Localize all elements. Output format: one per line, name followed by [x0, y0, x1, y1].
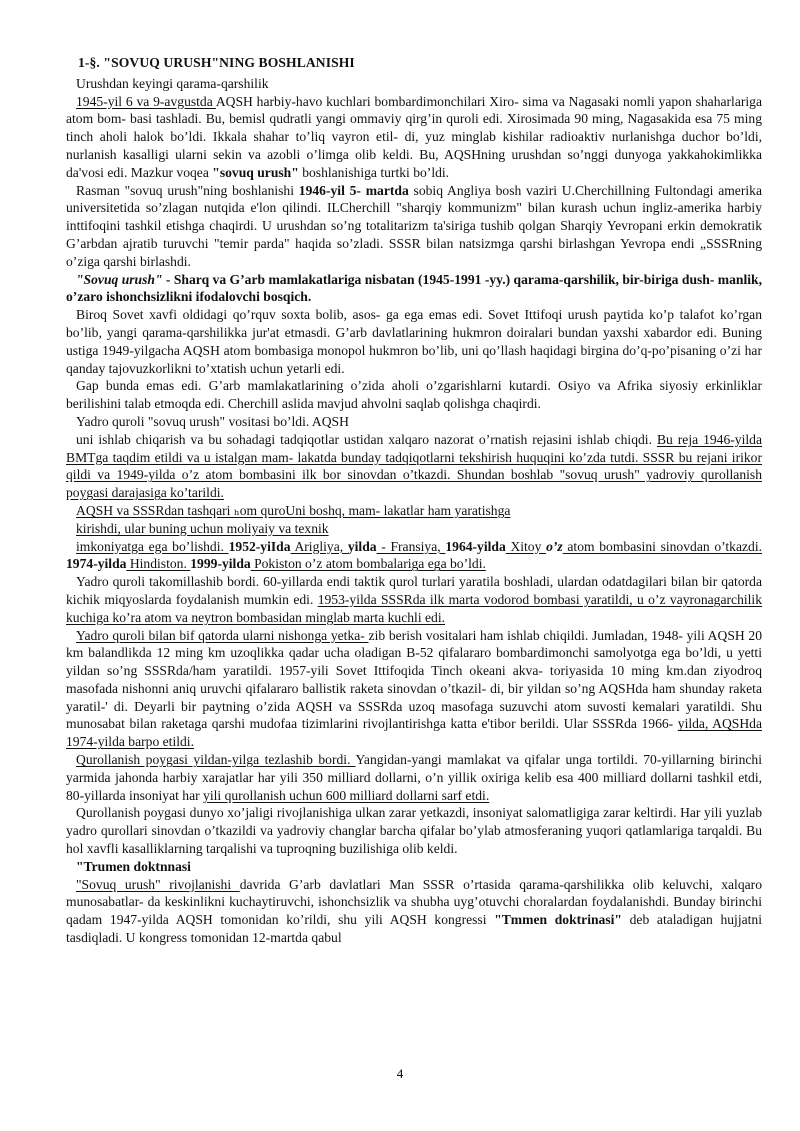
paragraph-2: Rasman "sovuq urush"ning boshlanishi 1946-yil 5- martda sobiq Angliya bosh vaziri U.Cherchillning Fultondagi amerika universitetida so’zlagan nutqida e'lon qilindi. ILCherchill "sharqiy kommunizm" bilan kurash uchun ingliz-amerika harbiy inttifoqini tashkil etishga chaqirdi. U urushdan so’ng totalitarizm ta'siriga tushib qolgan Sharqiy Yevropani erkin demokratik G’arbdan ajratib turuvchi "temir parda" haqida so’zladi. SSSR bilan natsizmga qarshi birlashgan Yevropa endi „SSSRning o’ziga qarshi birlashdi. — [66, 182, 762, 269]
paragraph-6: Yadro quroli "sovuq urush" vositasi bo’ldi. AQSH — [76, 413, 349, 429]
paragraph-16: "Sovuq urush" rivojlanishi davrida G’arb davlatlari Man SSSR o’rtasida qarama-qarshilikka olib keluvchi, xalqaro munosabatlar- da keskinlikni kuchaytiruvchi, ishonchsizlik va shubha uyg’otuvchi choralardan foydalanishdi. Bunday birinchi qadam 1947-yilda AQSH tomonidan ko’rildi, shu yili AQSH kongressi "Tmmen doktrinasi" deb ataladigan hujjatni tasdiqladi. U kongress tomonidan 12-martda qabul — [66, 876, 762, 946]
page-number: 4 — [396, 1066, 404, 1081]
subheading-truman-doctrine: "Trumen doktnnasi — [76, 858, 191, 874]
paragraph-13: Qurollanish poygasi yildan-yilga tezlashib bordi. Yangidan-yangi mamlakat va qifalar unga tortildi. 70-yillarning birinchi yarmida jahonda harbiy xarajatlar har yili 350 milliard dollarni, o’n yillik oxiriga kelib esa 400 milliard dollarni tashkil etdi, 80-yillarda insoniyat har yili qurollanish uchun 600 milliard dollarni sarf etdi. — [66, 752, 762, 803]
paragraph-10: imkoniyatga ega bo’lishdi. 1952-yiIda Arigliya, yilda - Fransiya, 1964-yilda Xitoy o’z atom bombasini sinovdan o’tkazdi. 1974-yilda Hindiston. 1999-yilda Pokiston o’z atom bombalariga ega bo’ldi. — [66, 538, 763, 572]
paragraph-12: Yadro quroli bilan bif qatorda ularni nishonga yetka- zib berish vositalari ham ishlab chiqildi. Jumladan, 1948- yili AQSH 20 km balandlikda 12 ming km uzoqlikka qadar ucha oladigan B-52 qifalararo bombardimonchi samolyotga ega bo’ldi, u yetti yildan so’ng SSSRda/ham yaratildi. 1957-yili Sovet Ittifoqida Tinch okeani akva- toriyasida 10 ming km.dan ziyodroq masofada nishonni aniq uruvchi qifalararo ballistik raketa sinovdan o’tkazil- di, bir yildan so’ng AQSHda ham shunday raketa yaratil-' di. Deyarli bir paytning o’zida AQSH va SSSRda uzoq masofaga suzuvchi atom suvosti kemalari yaratildi. Shu munosabat bilan raketaga qarshi mudofaa tizimlarini rivojlantirishga katta e'tibor berildi. Ular SSSRda 1966- yilda, AQSHda 1974-yilda barpo etildi. — [66, 627, 762, 750]
subtitle: Urushdan keyingi qarama-qarshilik — [76, 75, 269, 91]
section-title: 1-§. "SOVUQ URUSH"NING BOSHLANISHI — [78, 55, 355, 70]
paragraph-1: 1945-yil 6 va 9-avgustda AQSH harbiy-havo kuchlari bombardimonchilari Xiro- sima va Nagasaki nomli yapon shaharlariga atom bom- basi tashladi. Bu, bemisl qudratli yangi ommaviy qirg’in quroli edi. Xirosimada 90 ming, Nagasakida esa 75 ming tinch aholi halok bo’ldi. Ikkala shahar to’liq vayron etil- di, yuz minglab kishilar radioaktiv nurlanishga duchor bo’ldi, nurlanish kasalligi ularni sekin va azobli o’limga olib keldi. Bu, AQSHning urushdan so’nggi dunyoga yakkahokimlikka da'vosi edi. Mazkur voqea "sovuq urush" boshlanishiga turtki bo’ldi. — [66, 93, 763, 180]
paragraph-3-definition: "Sovuq urush" - Sharq va G’arb mamlakatlariga nisbatan (1945-1991 -yy.) qarama-qarshilik, bir-biriga dush- manlik, o’zaro ishonchsizlikni ifodalovchi bosqich. — [66, 271, 762, 305]
paragraph-11: Yadro quroli takomillashib bordi. 60-yillarda endi taktik qurol turlari yaratila boshladi, ulardan odatdagilari bilan bir qatorda kichik miqyoslarda foydalanish mumkin edi. 1953-yilda SSSRda ilk marta vodorod bombasi yaratildi, u o’z vayronagarchilik kuchiga ko’ra atom va neytron bombasidan minglab marta kuchli edi. — [66, 574, 762, 625]
paragraph-14: Qurollanish poygasi dunyo xo’jaligi rivojlanishiga ulkan zarar yetkazdi, insoniyat salomatligiga zarar keltirdi. Har yili yuzlab yadro qurollari sinovdan o’tkazildi va yadroviy changlar barcha qifalar bo’ylab atmosferaning yuqori qatlamlariga tarqaldi. Bu hol xavfli kasalliklarning tarqalishi va tuproqning buzilishiga olib keldi. — [66, 805, 762, 857]
paragraph-5: Gap bunda emas edi. G’arb mamlakatlarining o’zida aholi o’zgarishlarni kutardi. Osiyo va Afrika siyosiy erkinliklar berilishini talab etmoqda edi. Cherchill aslida mavjud ahvolni saqlab qolishga chaqirdi. — [66, 378, 762, 412]
paragraph-4: Biroq Sovet xavfi oldidagi qo’rquv soxta bolib, asos- ga ega emas edi. Sovet Ittifoqi urush paytida ko’p talafot ko’rgan bo’lib, yangi qarama-qarshilikka jur'at etmasdi. G’arb davlatlarining hukmron doiralari bundan yaxshi xabardor edi. Buning ustiga 1949-yilgacha AQSH atom bombasiga monopol hukmron bo’lib, uni qo’llash haqidagi birgina do’q-po’pisaning o’zi har qanday tajovuzkorlikni to’xtatish uchun yetarli edi. — [66, 307, 762, 376]
paragraph-9: kirishdi, ular buning uchun moliyaiy va texnik — [76, 520, 329, 536]
paragraph-7: uni ishlab chiqarish va bu sohadagi tadqiqotlar ustidan xalqaro nazorat o’rnatish rejasini ishlab chiqdi. Bu reja 1946-yilda BMTga taqdim etildi va u istalgan mam- lakatda bunday tadqiqotlarni tekshirish huquqini ko’zda tutdi. SSSR bu rejani irikor qildi va 1949-yilda o’z atom bombasini ilk bor sinovdan o’tkazdi. Shundan boshlab "sovuq urush" yadroviy qurollanish poygasi darajasiga ko’tarildi. — [66, 431, 762, 501]
paragraph-8: AQSH va SSSRdan tashqari ₕom quroUni boshq, mam- lakatlar ham yaratishga — [76, 502, 511, 518]
